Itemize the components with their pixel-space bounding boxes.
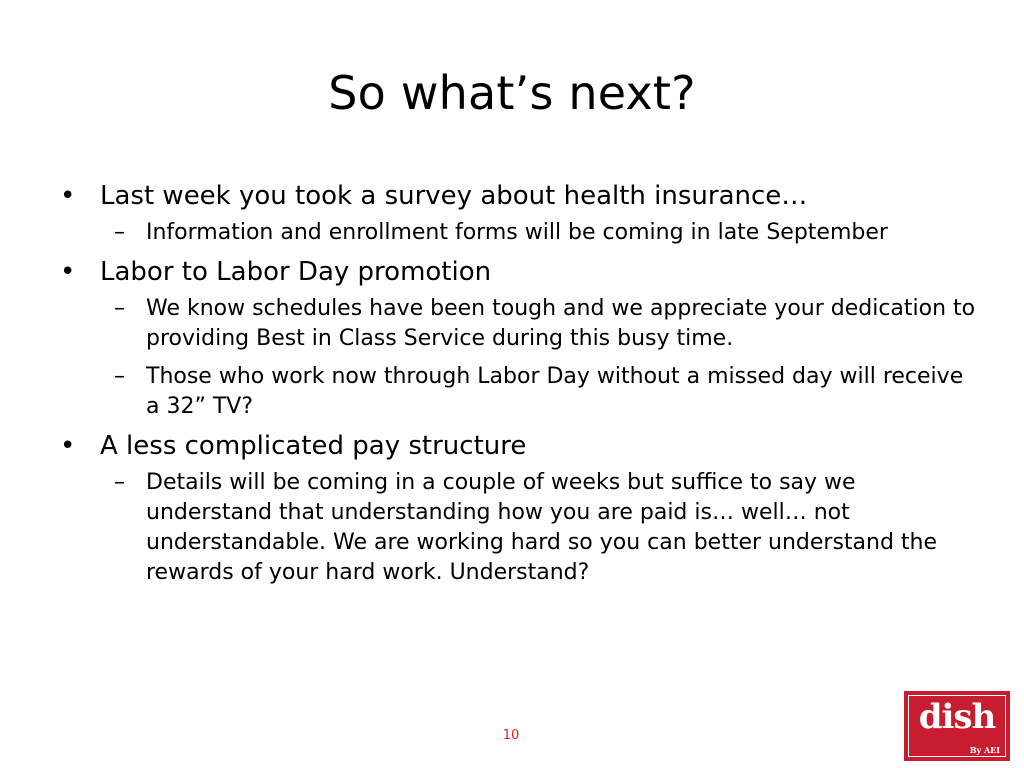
sub-bullet-item [56,362,976,422]
bullet-item [56,180,976,212]
sub-bullet-marker: – [114,220,125,245]
logo-subtext: By AEI [969,745,1000,755]
sub-bullet-marker: – [114,364,125,389]
sub-bullet-text: Details will be coming in a couple of weeks but suffice to say we understand that understanding how you are paid is… well… not understandable. We are working hard so you can better understand the rewards of your hard work. Understand? [146,470,938,585]
sub-list [56,218,976,248]
bullet-item [56,256,976,288]
bullet-text: A less complicated pay structure [100,431,527,461]
sub-bullet-item [56,218,976,248]
bullet-marker: • [60,431,76,461]
sub-bullet-text: Those who work now through Labor Day without a missed day will receive a 32” TV? [146,364,964,419]
sub-bullet-marker: – [114,470,125,495]
sub-list [56,294,976,422]
sub-bullet-item [56,468,976,588]
logo-text: dish [918,697,996,737]
slide-title: So what’s next? [328,66,696,120]
bullet-item [56,430,976,462]
sub-bullet-text: Information and enrollment forms will be coming in late September [146,220,888,245]
bullet-text: Last week you took a survey about health insurance… [100,181,808,211]
sub-bullet-marker: – [114,296,125,321]
bullet-marker: • [60,257,76,287]
slide-content [56,180,976,596]
bullet-text: Labor to Labor Day promotion [100,257,492,287]
sub-list [56,468,976,588]
bullet-marker: • [60,181,76,211]
sub-bullet-item [56,294,976,354]
dish-logo [904,691,1010,761]
sub-bullet-text: We know schedules have been tough and we appreciate your dedication to providing Best in Class Service during this busy time. [146,296,976,351]
page-number: 10 [502,728,520,743]
